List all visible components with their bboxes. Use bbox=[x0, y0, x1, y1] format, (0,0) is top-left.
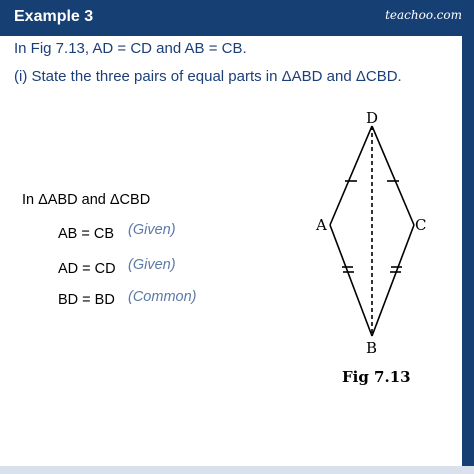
example-title: Example 3 bbox=[14, 8, 94, 25]
vertex-a-label: A bbox=[316, 216, 327, 234]
vertex-b-label: B bbox=[366, 339, 378, 357]
question-line-2: (i) State the three pairs of equal parts in ΔABD and ΔCBD. bbox=[14, 68, 402, 85]
solution-intro: In ΔABD and ΔCBD bbox=[22, 192, 151, 208]
vertex-c-label: C bbox=[415, 216, 427, 234]
double-tick-ab bbox=[342, 267, 354, 272]
double-tick-cb bbox=[390, 267, 402, 272]
vertex-d-label: D bbox=[366, 109, 379, 127]
reason-given-2: (Given) bbox=[128, 257, 176, 273]
statement-bd-bd: BD = BD bbox=[58, 292, 115, 308]
statement-ab-cb: AB = CB bbox=[58, 226, 115, 242]
question-line-1: In Fig 7.13, AD = CD and AB = CB. bbox=[14, 40, 247, 57]
reason-common: (Common) bbox=[128, 289, 197, 305]
reason-given-1: (Given) bbox=[128, 222, 176, 238]
brand-logo: teachoo.com bbox=[385, 8, 462, 22]
side-ab bbox=[330, 225, 372, 336]
side-dc bbox=[372, 126, 414, 225]
statement-ad-cd: AD = CD bbox=[58, 261, 116, 277]
side-cb bbox=[372, 225, 414, 336]
figure-caption: Fig 7.13 bbox=[342, 368, 411, 386]
side-da bbox=[330, 126, 372, 225]
